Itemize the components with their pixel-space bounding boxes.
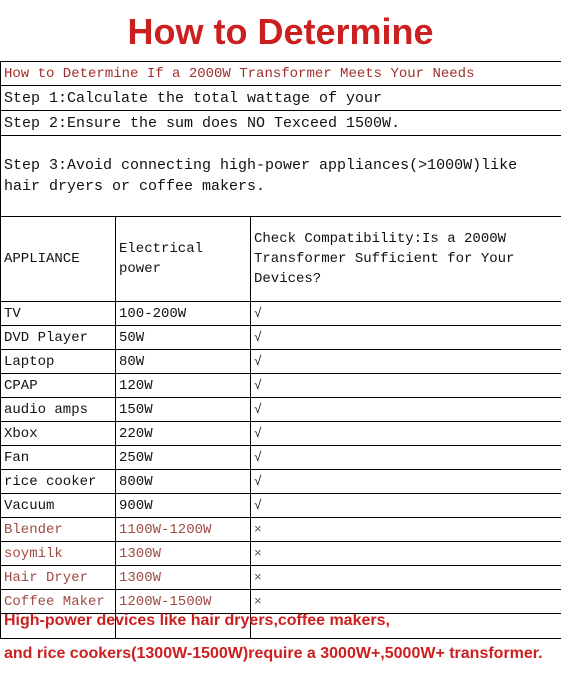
table-row (1, 494, 561, 518)
table-row (1, 350, 561, 374)
appliance-cell: Hair Dryer (1, 566, 116, 590)
appliance-cell: Vacuum (1, 494, 116, 518)
header-appliance: APPLIANCE (1, 217, 116, 302)
page-title: How to Determine (127, 11, 434, 52)
compatibility-table (0, 61, 561, 639)
footer-line-1: High-power devices like hair dryers,coffee makers, (4, 612, 390, 629)
power-cell: 1200W-1500W (116, 590, 251, 614)
step-2: Step 2:Ensure the sum does NO Texceed 1500W. (1, 111, 561, 136)
power-cell: 120W (116, 374, 251, 398)
check-mark: × (251, 566, 561, 590)
check-mark: √ (251, 446, 561, 470)
check-mark: √ (251, 470, 561, 494)
footer-line-2: and rice cookers(1300W-1500W)require a 3000W+,5000W+ transformer. (4, 645, 543, 662)
step-3: Step 3:Avoid connecting high-power appliances(>1000W)like hair dryers or coffee makers. (1, 136, 561, 217)
power-cell: 1300W (116, 566, 251, 590)
subtitle: How to Determine If a 2000W Transformer Meets Your Needs (1, 62, 561, 86)
check-mark: √ (251, 422, 561, 446)
check-mark: × (251, 518, 561, 542)
power-cell: 800W (116, 470, 251, 494)
appliance-cell: Fan (1, 446, 116, 470)
power-cell: 80W (116, 350, 251, 374)
table-row (1, 566, 561, 590)
check-mark: √ (251, 398, 561, 422)
check-mark: √ (251, 374, 561, 398)
step-row (1, 86, 561, 111)
power-cell: 1300W (116, 542, 251, 566)
step-row (1, 136, 561, 217)
power-cell: 100-200W (116, 302, 251, 326)
appliance-cell: DVD Player (1, 326, 116, 350)
appliance-cell: Laptop (1, 350, 116, 374)
check-mark: × (251, 590, 561, 614)
power-cell: 220W (116, 422, 251, 446)
subtitle-row (1, 62, 561, 86)
table-row (1, 302, 561, 326)
step-row (1, 111, 561, 136)
check-mark: √ (251, 326, 561, 350)
footer-note (4, 610, 557, 663)
check-mark: × (251, 542, 561, 566)
table-row (1, 398, 561, 422)
header-compatibility: Check Compatibility:Is a 2000W Transformer Sufficient for Your Devices? (251, 217, 561, 302)
power-cell: 900W (116, 494, 251, 518)
appliance-cell: Coffee Maker (1, 590, 116, 614)
power-cell: 1100W-1200W (116, 518, 251, 542)
table-row (1, 374, 561, 398)
check-mark: √ (251, 494, 561, 518)
power-cell: 250W (116, 446, 251, 470)
table-row (1, 470, 561, 494)
appliance-cell: Blender (1, 518, 116, 542)
table-row (1, 542, 561, 566)
step-1: Step 1:Calculate the total wattage of your (1, 86, 561, 111)
appliance-cell: rice cooker (1, 470, 116, 494)
table-header-row (1, 217, 561, 302)
table-row (1, 518, 561, 542)
table-row (1, 422, 561, 446)
appliance-cell: CPAP (1, 374, 116, 398)
check-mark: √ (251, 302, 561, 326)
power-cell: 150W (116, 398, 251, 422)
table-row (1, 326, 561, 350)
appliance-cell: Xbox (1, 422, 116, 446)
appliance-cell: soymilk (1, 542, 116, 566)
power-cell: 50W (116, 326, 251, 350)
table-row (1, 446, 561, 470)
check-mark: √ (251, 350, 561, 374)
header-power: Electrical power (116, 217, 251, 302)
appliance-cell: audio amps (1, 398, 116, 422)
appliance-cell: TV (1, 302, 116, 326)
